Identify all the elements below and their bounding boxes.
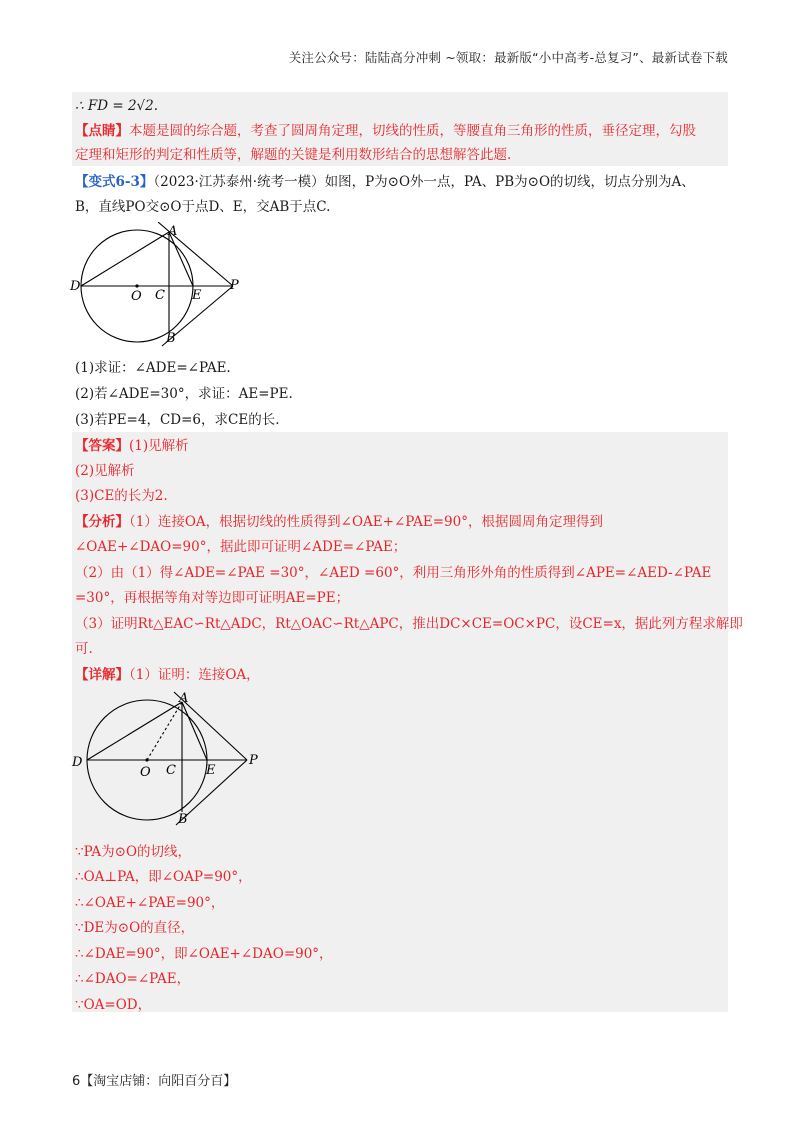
segment-oa-dashed — [147, 702, 182, 760]
review-line-1 — [75, 121, 696, 141]
problem-label: 【变式6-3】 — [75, 174, 154, 190]
footer-shop: 【淘宝店铺：向阳百分百】 — [80, 1074, 237, 1089]
analysis-label: 【分析】 — [75, 514, 129, 530]
detail-line-1 — [75, 665, 260, 685]
question-1: (1)求证：∠ADE=∠PAE. — [75, 360, 231, 376]
label-c: C — [166, 763, 176, 778]
detail-step-2: ∴OA⊥PA，即∠OAP=90°， — [75, 869, 252, 885]
review-line-2: 定理和矩形的判定和性质等，解题的关键是利用数形结合的思想解答此题. — [75, 147, 512, 163]
detail-intro: （1）证明：连接OA， — [129, 667, 260, 683]
detail-step-5: ∴∠DAE=90°，即∠OAE+∠DAO=90°， — [75, 946, 333, 962]
center-dot — [145, 758, 148, 761]
label-o: O — [131, 289, 142, 304]
answer-line-1 — [75, 436, 189, 456]
label-e: E — [192, 288, 202, 303]
problem-line-1 — [75, 172, 695, 192]
detail-step-6: ∴∠DAO=∠PAE， — [75, 971, 191, 987]
label-p: P — [230, 278, 239, 293]
detail-step-4: ∵DE为⊙O的直径， — [75, 920, 195, 936]
page-number: 6 — [72, 1074, 81, 1089]
label-a: A — [179, 691, 189, 706]
label-c: C — [155, 288, 165, 303]
label-b: B — [178, 812, 188, 827]
analysis-p1b: ∠OAE+∠DAO=90°，据此即可证明∠ADE=∠PAE； — [75, 539, 407, 555]
detail-label: 【详解】 — [75, 667, 129, 683]
answer-3: (3)CE的长为2. — [75, 488, 168, 504]
detail-step-1: ∵PA为⊙O的切线， — [75, 844, 192, 860]
analysis-p3b: 可. — [75, 641, 93, 657]
question-2: (2)若∠ADE=30°，求证：AE=PE. — [75, 386, 293, 402]
review-label: 【点睛】 — [75, 123, 129, 139]
label-o: O — [140, 765, 151, 780]
label-p: P — [249, 753, 258, 768]
review-text-1: 本题是圆的综合题，考查了圆周角定理，切线的性质，等腰直角三角形的性质，垂径定理，勾股 — [129, 123, 696, 139]
question-3: (3)若PE=4，CD=6，求CE的长. — [75, 412, 280, 428]
label-a: A — [168, 224, 178, 239]
analysis-p2a: （2）由（1）得∠ADE=∠PAE =30°，∠AED =60°，利用三角形外角的性质得到∠APE=∠AED-∠PAE — [75, 565, 712, 581]
segment-da — [81, 232, 169, 286]
answer-1: (1)见解析 — [129, 438, 189, 454]
analysis-p3a: （3）证明Rt△EAC∽Rt△ADC，Rt△OAC∽Rt△APC，推出DC×CE=OC×PC，设CE=x，据此列方程求解即 — [75, 616, 743, 632]
segment-ae — [169, 232, 193, 286]
detail-step-3: ∴∠OAE+∠PAE=90°， — [75, 895, 225, 911]
label-e: E — [206, 763, 216, 778]
segment-da — [87, 702, 182, 760]
problem-intro-1: （2023·江苏泰州·统考一模）如图，P为⊙O外一点，PA、PB为⊙O的切线，切点分别为A、 — [153, 174, 695, 190]
geometry-figure-1 — [66, 222, 266, 352]
analysis-p2b: =30°，再根据等角对等边即可证明AE=PE； — [75, 590, 350, 606]
answer-2: (2)见解析 — [75, 463, 135, 479]
label-d: D — [72, 755, 83, 770]
answer-label: 【答案】 — [75, 438, 129, 454]
geometry-figure-2 — [66, 690, 266, 830]
problem-line-2: B，直线PO交⊙O于点D、E，交AB于点C. — [75, 199, 331, 215]
page-footer — [72, 1070, 236, 1089]
fd-result-line: ∴ FD = 2√2. — [75, 98, 159, 114]
page-header: 关注公众号：陆陆高分冲刺 ~领取：最新版“小中高考-总复习”、最新试卷下载 — [288, 50, 728, 65]
label-d: D — [70, 279, 81, 294]
center-dot — [135, 284, 138, 287]
analysis-line-1 — [75, 512, 603, 532]
analysis-p1a: （1）连接OA，根据切线的性质得到∠OAE+∠PAE=90°，根据圆周角定理得到 — [129, 514, 603, 530]
detail-step-7: ∵OA=OD， — [75, 997, 152, 1013]
label-b: B — [166, 331, 176, 346]
